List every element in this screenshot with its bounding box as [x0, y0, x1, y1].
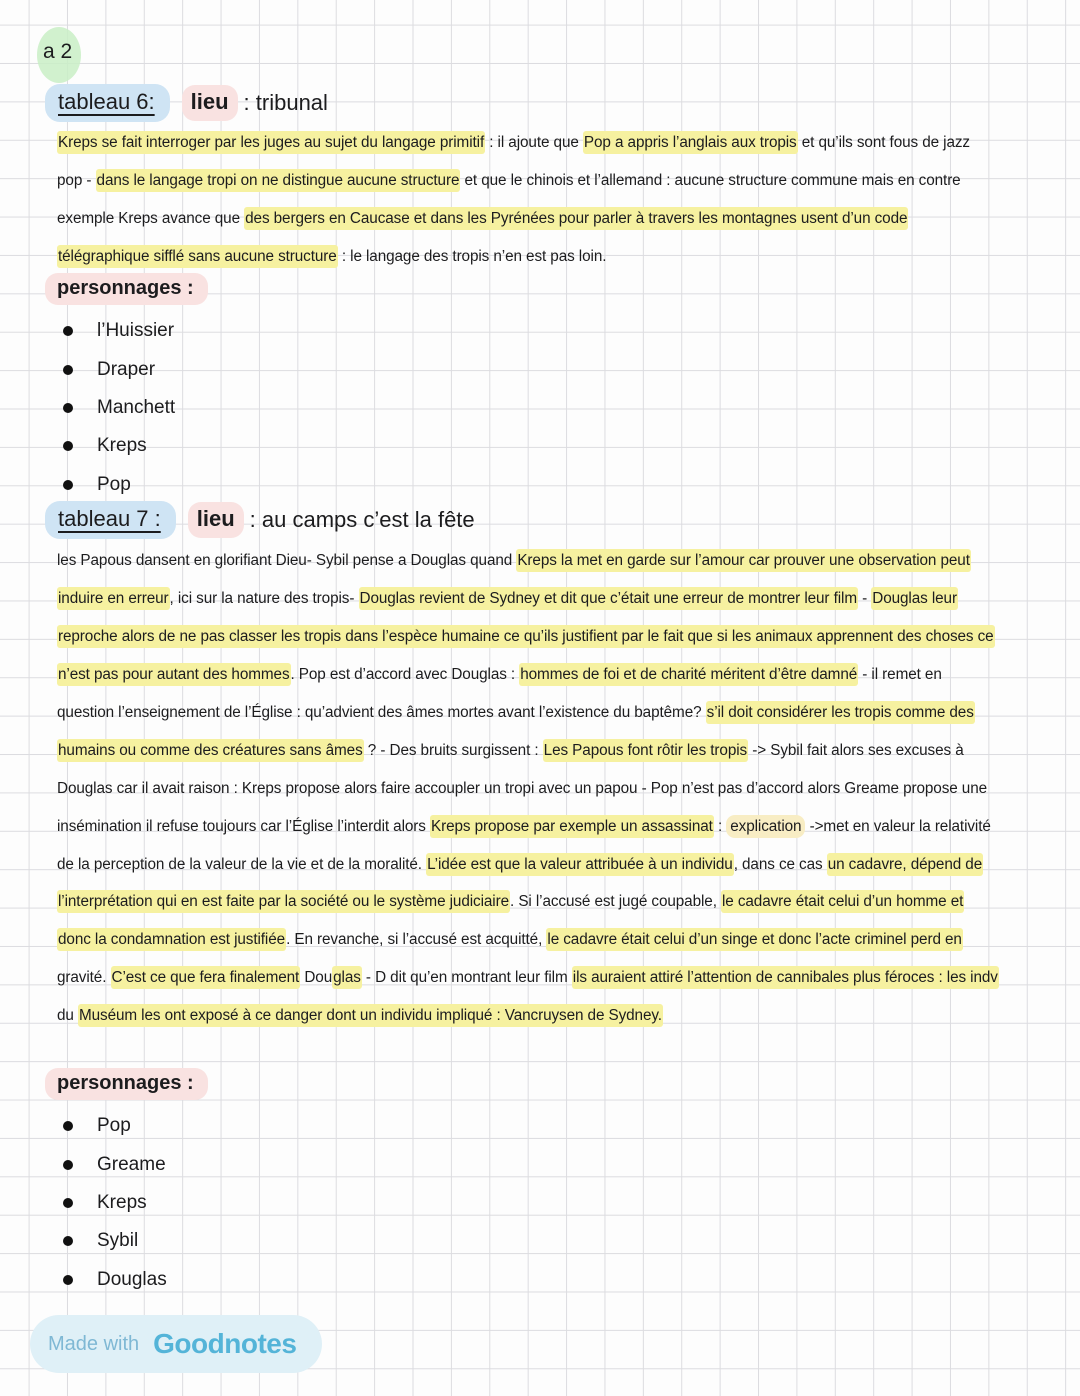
text-segment: exemple Kreps avance que — [57, 210, 245, 227]
text-segment: gravité. — [57, 969, 111, 987]
text-segment: de la perception de la valeur de la vie et de la moralité. — [57, 855, 427, 873]
blue-highlight-pill — [45, 84, 170, 122]
tableau-7-heading — [45, 501, 475, 539]
text-line — [57, 580, 1024, 618]
bullet-dot — [63, 1198, 73, 1208]
personnage-name: Pop — [97, 473, 131, 495]
lieu-group — [188, 502, 475, 538]
note-label — [43, 40, 72, 64]
highlighted-text-segment: Kreps la met en garde sur l’amour car prouver une observation peut — [516, 549, 971, 572]
list-item — [63, 1107, 167, 1145]
bullet-dot — [63, 403, 73, 413]
highlighted-text-segment: explication — [726, 815, 805, 838]
text-segment: - il remet en — [858, 665, 942, 683]
personnages-list — [63, 312, 175, 504]
text-segment: . Pop est d’accord avec Douglas : — [290, 665, 520, 683]
highlighted-text-segment: télégraphique sifflé sans aucune structure — [57, 245, 338, 268]
text-segment: question l’enseignement de l’Église : qu’advient des âmes mortes avant l’existence du baptême? — [57, 703, 706, 721]
bullet-dot — [63, 441, 73, 451]
text-line — [57, 997, 1024, 1035]
bullet-dot — [63, 326, 73, 336]
text-line — [57, 694, 1024, 732]
text-segment: , dans ce cas — [733, 855, 827, 873]
highlighted-text-segment: n’est pas pour autant des hommes — [57, 663, 291, 686]
personnage-name: Douglas — [97, 1268, 167, 1290]
list-item — [63, 427, 175, 465]
personnage-name: Kreps — [97, 435, 147, 457]
personnage-name: Sybil — [97, 1230, 139, 1252]
personnage-name: Manchett — [97, 396, 176, 418]
text-line — [57, 542, 1024, 580]
highlighted-text-segment: hommes de foi et de charité méritent d’être damné — [519, 663, 858, 686]
personnage-name: Pop — [97, 1115, 131, 1137]
text-line — [57, 770, 1024, 808]
highlighted-text-segment: humains ou comme des créatures sans âmes — [57, 739, 364, 762]
pink-highlight-pill — [182, 85, 238, 121]
highlighted-text-segment: glas — [332, 966, 362, 989]
highlighted-text-segment: L’idée est que la valeur attribuée à un individu — [426, 853, 734, 876]
bullet-dot — [63, 1275, 73, 1285]
text-line — [57, 656, 1024, 694]
bullet-dot — [63, 365, 73, 375]
text-line — [57, 808, 1024, 846]
bullet-dot — [63, 480, 73, 490]
text-segment: ->met en valeur la relativité — [805, 817, 991, 835]
pink-highlight-pill — [188, 502, 244, 538]
personnages-heading — [45, 1072, 208, 1095]
goodnotes-logo-text: Goodnotes — [153, 1328, 297, 1359]
text-segment: et qu’ils sont fous de jazz — [797, 134, 970, 151]
tableau-6-heading — [45, 84, 328, 122]
text-segment: et que le chinois et l’allemand : aucune structure commune mais en contre — [460, 172, 961, 189]
text-segment: : le langage des tropis n’en est pas loin. — [337, 248, 607, 265]
personnages-list — [63, 1107, 167, 1299]
tableau-7-title: tableau 7 : — [58, 506, 161, 531]
lieu-value: : au camps c’est la fête — [249, 507, 475, 532]
text-line — [57, 124, 1024, 162]
highlighted-text-segment: un cadavre, dépend de — [827, 853, 983, 876]
list-item — [63, 1222, 167, 1260]
highlighted-text-segment: Douglas leur — [871, 587, 958, 610]
tableau-6-title: tableau 6: — [58, 89, 155, 114]
highlighted-text-segment: Pop a appris l’anglais aux tropis — [583, 131, 798, 154]
text-line — [57, 238, 1024, 276]
blue-highlight-pill — [45, 501, 176, 539]
text-line — [57, 618, 1024, 656]
text-line — [57, 959, 1024, 997]
highlighted-text-segment: Douglas revient de Sydney et dit que c’était une erreur de montrer leur film — [359, 587, 858, 610]
highlighted-text-segment: Les Papous font rôtir les tropis — [543, 739, 748, 762]
personnages-heading — [45, 277, 208, 300]
text-line — [57, 732, 1024, 770]
text-segment: : il ajoute que — [485, 134, 583, 151]
text-segment: du — [57, 1007, 78, 1025]
personnage-name: l’Huissier — [97, 320, 175, 342]
text-line — [57, 883, 1024, 921]
highlighted-text-segment: C’est ce que fera finalement — [111, 966, 301, 989]
text-segment: Dou — [300, 969, 333, 987]
highlighted-text-segment: s’il doit considérer les tropis comme des — [706, 701, 975, 724]
list-item — [63, 1184, 167, 1222]
highlighted-text-segment: Kreps se fait interroger par les juges au sujet du langage primitif — [57, 131, 485, 154]
text-line — [57, 162, 1024, 200]
personnage-name: Kreps — [97, 1191, 147, 1213]
highlighted-text-segment: Muséum les ont exposé à ce danger dont un individu impliqué : Vancruysen de Sydney. — [78, 1004, 663, 1027]
bullet-dot — [63, 1121, 73, 1131]
list-item — [63, 466, 175, 504]
highlighted-text-segment: dans le langage tropi on ne distingue aucune structure — [96, 169, 461, 192]
lieu-label: lieu — [196, 506, 235, 531]
lieu-value: : tribunal — [243, 90, 328, 115]
text-segment: . En revanche, si l’accusé est acquitté, — [286, 931, 547, 949]
personnage-name: Greame — [97, 1153, 166, 1175]
text-segment: les Papous dansent en glorifiant Dieu- Sybil pense a Douglas quand — [57, 552, 517, 569]
text-segment: , ici sur la nature des tropis- — [169, 589, 359, 607]
highlighted-text-segment: Kreps propose par exemple un assassinat — [430, 815, 714, 838]
highlighted-text-segment: reproche alors de ne pas classer les tropis dans l’espèce humaine ce qu’ils justifient par le fait que si les animaux apprennent des choses ce — [57, 625, 995, 648]
highlighted-text-segment: l’interprétation qui en est faite par la société ou le système judiciaire — [57, 890, 510, 913]
text-segment: - — [857, 589, 872, 607]
lieu-label: lieu — [190, 89, 229, 114]
text-line — [57, 921, 1024, 959]
text-segment: ? - Des bruits surgissent : — [363, 741, 543, 759]
bullet-dot — [63, 1160, 73, 1170]
text-segment: . Si l’accusé est jugé coupable, — [510, 893, 721, 911]
personnage-name: Draper — [97, 358, 156, 380]
highlighted-text-segment: le cadavre était celui d’un singe et donc l’acte criminel perd en — [546, 928, 962, 951]
list-item — [63, 1261, 167, 1299]
highlighted-text-segment: ils auraient attiré l’attention de cannibales plus féroces : les indv — [572, 966, 999, 989]
text-segment: -> Sybil fait alors ses excuses à — [748, 741, 964, 759]
text-line — [57, 200, 1024, 238]
list-item — [63, 312, 175, 350]
list-item — [63, 389, 175, 427]
lieu-group — [182, 85, 328, 121]
personnages-heading-text: personnages : — [45, 1068, 208, 1100]
bullet-dot — [63, 1236, 73, 1246]
highlighted-text-segment: le cadavre était celui d’un homme et — [721, 890, 964, 913]
text-segment: pop - — [57, 172, 96, 189]
highlighted-text-segment: des bergers en Caucase et dans les Pyrénées pour parler à travers les montagnes usent d’un code — [244, 207, 908, 230]
text-segment: insémination il refuse toujours car l’Église l’interdit alors — [57, 817, 430, 835]
text-segment: : — [713, 817, 727, 835]
made-with-text: Made with — [48, 1332, 140, 1355]
text-segment: - D dit qu’en montrant leur film — [361, 969, 572, 987]
tableau-6-summary-paragraph — [57, 124, 1024, 276]
goodnotes-watermark — [30, 1315, 322, 1373]
list-item — [63, 350, 175, 388]
personnages-heading-text: personnages : — [45, 273, 208, 305]
list-item — [63, 1145, 167, 1183]
tableau-7-summary-paragraph — [57, 542, 1024, 1035]
text-segment: Douglas car il avait raison : Kreps propose alors faire accoupler un tropi avec un papou - Pop n’est pas d’accord alors Greame propose une — [57, 779, 988, 797]
note-label-text: a 2 — [43, 40, 73, 63]
highlighted-text-segment: induire en erreur — [57, 587, 170, 610]
text-line — [57, 846, 1024, 884]
highlighted-text-segment: donc la condamnation est justifiée — [57, 928, 286, 951]
